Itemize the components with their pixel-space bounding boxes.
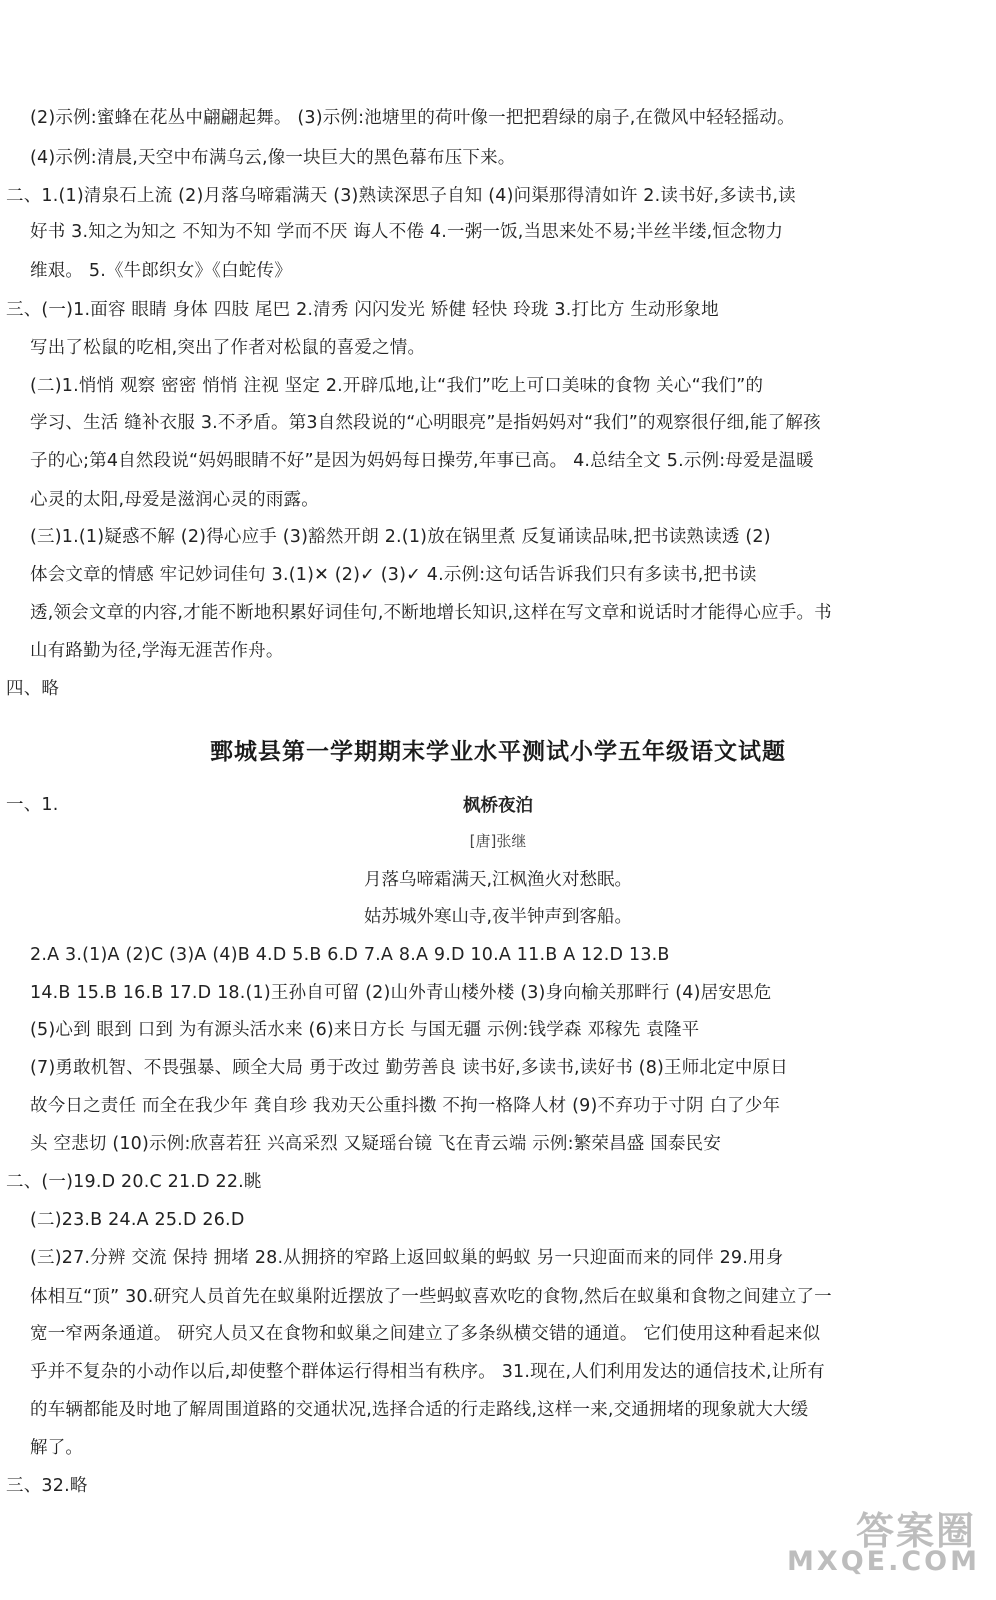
text-line: 山有路勤为径,学海无涯苦作舟。	[30, 641, 284, 661]
text-line: 头 空悲切 (10)示例:欣喜若狂 兴高采烈 又疑瑶台镜 飞在青云端 示例:繁荣昌盛 国泰民安	[30, 1134, 722, 1154]
text-line: (4)示例:清晨,天空中布满乌云,像一块巨大的黑色幕布压下来。	[30, 148, 516, 168]
text-line: 二、(一)19.D 20.C 21.D 22.眺	[6, 1172, 262, 1192]
poem-line-1: 月落乌啼霜满天,江枫渔火对愁眠。	[363, 870, 633, 890]
poem-title: 枫桥夜泊	[463, 796, 533, 816]
text-line: 14.B 15.B 16.B 17.D 18.(1)王孙自可留 (2)山外青山楼外楼 (3)身向榆关那畔行 (4)居安思危	[30, 983, 772, 1003]
text-line: (7)勇敢机智、不畏强暴、顾全大局 勇于改过 勤劳善良 读书好,多读书,读好书 (8)王师北定中原日	[30, 1058, 788, 1078]
text-line: 三、32.略	[6, 1476, 88, 1496]
text-line: 体相互“顶” 30.研究人员首先在蚁巢附近摆放了一些蚂蚁喜欢吃的食物,然后在蚁巢和食物之间建立了一	[30, 1287, 832, 1307]
text-line: 乎并不复杂的小动作以后,却使整个群体运行得相当有秩序。 31.现在,人们利用发达的通信技术,让所有	[30, 1362, 825, 1382]
text-line: 好书 3.知之为知之 不知为不知 学而不厌 诲人不倦 4.一粥一饭,当思来处不易;半丝半缕,恒念物力	[30, 222, 784, 242]
watermark-sub: MXQE.COM	[787, 1546, 980, 1577]
text-line: (二)23.B 24.A 25.D 26.D	[30, 1210, 245, 1230]
text-line: 四、略	[6, 679, 60, 699]
watermark-main: 答案圈	[855, 1509, 976, 1553]
watermark-logo	[787, 1500, 984, 1580]
text-line: 维艰。 5.《牛郎织女》《白蛇传》	[30, 261, 292, 281]
text-line: (三)1.(1)疑惑不解 (2)得心应手 (3)豁然开朗 2.(1)放在锅里煮 反复诵读品味,把书读熟读透 (2)	[30, 527, 771, 547]
text-line: 二、1.(1)清泉石上流 (2)月落乌啼霜满天 (3)熟读深思子自知 (4)问渠那得清如许 2.读书好,多读书,读	[6, 186, 796, 206]
text-line: 透,领会文章的内容,才能不断地积累好词佳句,不断地增长知识,这样在写文章和说话时才能得心应手。书	[30, 603, 832, 623]
text-line: 心灵的太阳,母爱是滋润心灵的雨露。	[30, 490, 319, 510]
text-line: 写出了松鼠的吃相,突出了作者对松鼠的喜爱之情。	[30, 338, 426, 358]
text-line: 宽一窄两条通道。 研究人员又在食物和蚁巢之间建立了多条纵横交错的通道。 它们使用这种看起来似	[30, 1324, 821, 1344]
text-line: 故今日之责任 而全在我少年 龚自珍 我劝天公重抖擞 不拘一格降人材 (9)不弃功于寸阴 白了少年	[30, 1096, 781, 1116]
text-line: 三、(一)1.面容 眼睛 身体 四肢 尾巴 2.清秀 闪闪发光 矫健 轻快 玲珑 3.打比方 生动形象地	[6, 300, 719, 320]
text-line: (二)1.悄悄 观察 密密 悄悄 注视 坚定 2.开辟瓜地,让“我们”吃上可口美味的食物 关心“我们”的	[30, 376, 764, 396]
poem-line-2: 姑苏城外寒山寺,夜半钟声到客船。	[363, 907, 633, 927]
text-line: 子的心;第4自然段说“妈妈眼睛不好”是因为妈妈每日操劳,年事已高。 4.总结全文 5.示例:母爱是温暖	[30, 451, 814, 471]
text-line: (5)心到 眼到 口到 为有源头活水来 (6)来日方长 与国无疆 示例:钱学森 邓稼先 袁隆平	[30, 1020, 700, 1040]
text-line: 的车辆都能及时地了解周围道路的交通状况,选择合适的行走路线,这样一来,交通拥堵的现象就大大缓	[30, 1400, 809, 1420]
text-line: 解了。	[30, 1438, 84, 1458]
text-line: 体会文章的情感 牢记妙词佳句 3.(1)✕ (2)✓ (3)✓ 4.示例:这句话告诉我们只有多读书,把书读	[30, 565, 757, 585]
text-line: (2)示例:蜜蜂在花丛中翩翩起舞。 (3)示例:池塘里的荷叶像一把把碧绿的扇子,在微风中轻轻摇动。	[30, 108, 795, 128]
section-label: 一、1.	[6, 795, 59, 815]
exam-title: 鄄城县第一学期期末学业水平测试小学五年级语文试题	[210, 739, 786, 765]
text-line: 2.A 3.(1)A (2)C (3)A (4)B 4.D 5.B 6.D 7.A 8.A 9.D 10.A 11.B A 12.D 13.B	[30, 945, 670, 965]
text-line: 学习、生活 缝补衣服 3.不矛盾。第3自然段说的“心明眼亮”是指妈妈对“我们”的观察很仔细,能了解孩	[30, 413, 821, 433]
poem-author: [唐]张继	[469, 832, 527, 850]
text-line: (三)27.分辨 交流 保持 拥堵 28.从拥挤的窄路上返回蚁巢的蚂蚁 另一只迎面而来的同伴 29.用身	[30, 1248, 784, 1268]
